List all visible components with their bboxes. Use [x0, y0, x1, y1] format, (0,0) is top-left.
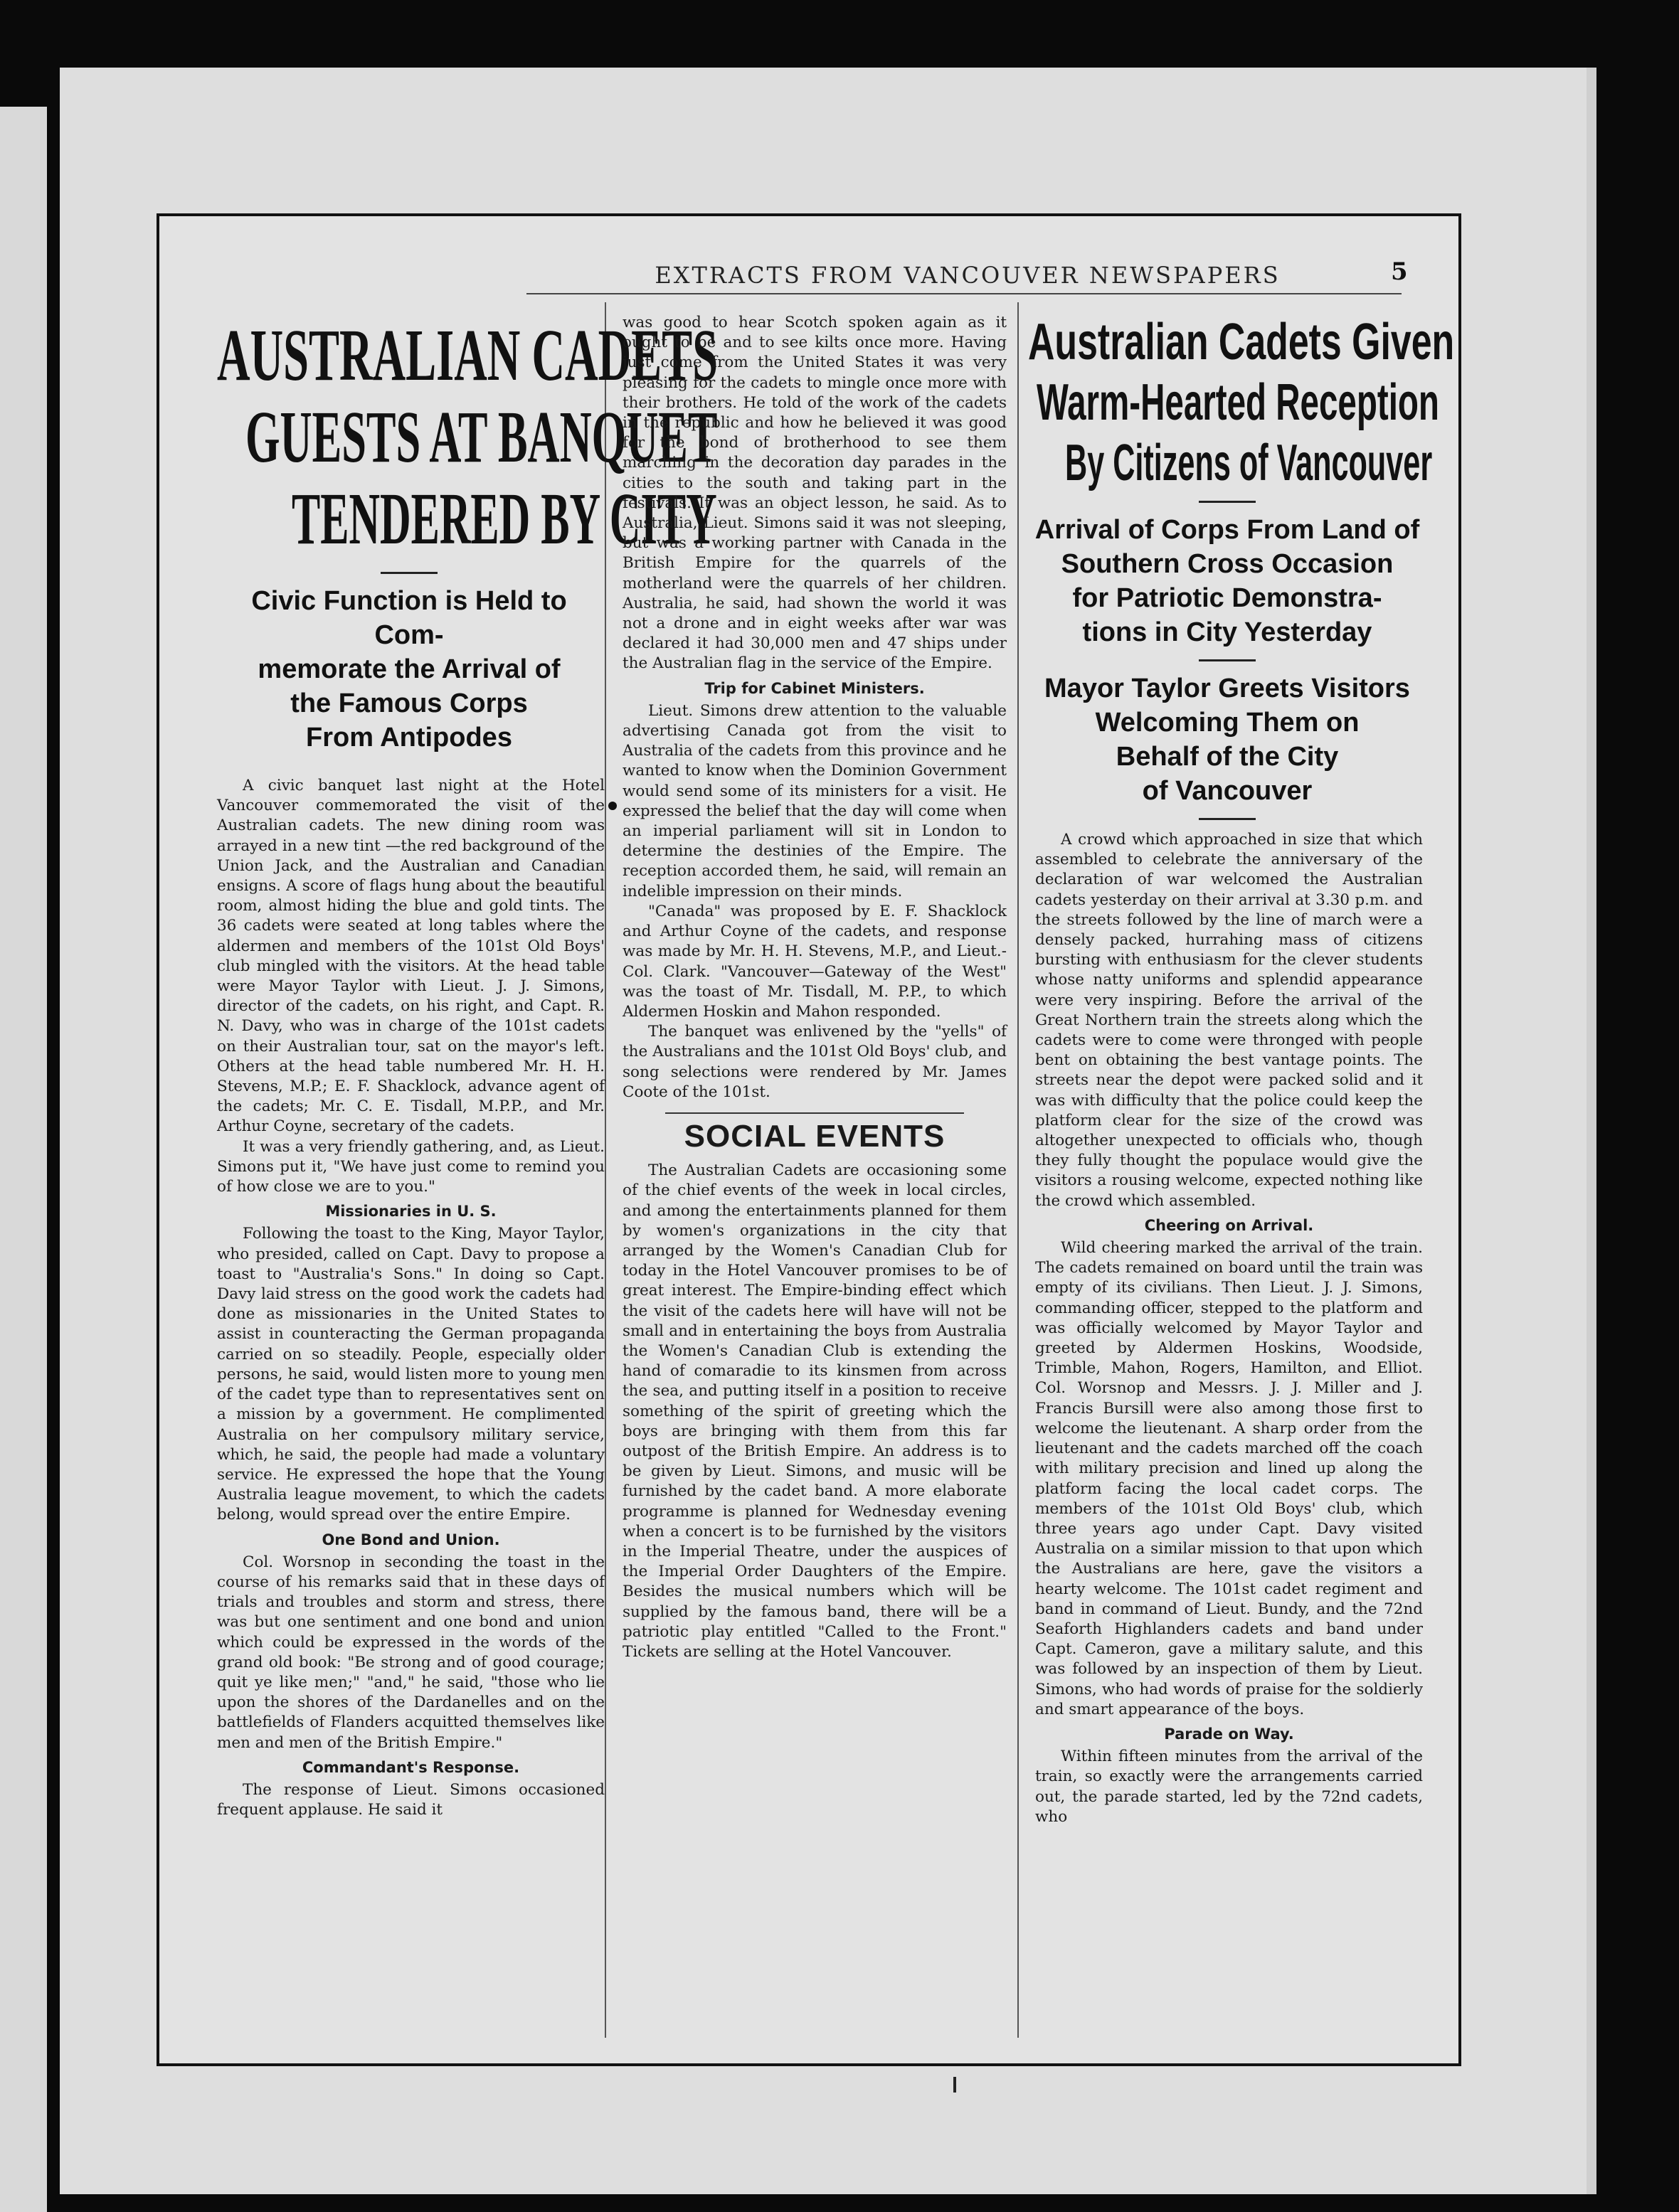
article-body-middle — [619, 313, 1010, 1662]
headline-left — [206, 313, 719, 562]
paragraph: Col. Worsnop in seconding the toast in the course of his remarks said that in these days of trials and troubles and storm and stress, there was but one sentiment and one bond and union which could be expressed in the words of the grand old book: "Be strong and of good courage; quit ye like men;" "and," he said, "those who lie upon the shores of the Dardanelles and on the battlefields of Flanders acquitted themselves like men and men of the British Empire." — [217, 1553, 605, 1752]
headline-left-line-3: TENDERED BY CITY — [292, 478, 717, 560]
subheading: Trip for Cabinet Ministers. — [704, 679, 925, 697]
deck-left-line-3: the Famous Corps — [290, 688, 528, 718]
social-events-heading: SOCIAL EVENTS — [684, 1118, 946, 1154]
paragraph: Wild cheering marked the arrival of the train. The cadets remained on board until the train was empty of its civilians. Then Lieut. J. J. Simons, commanding officer, stepped to the platform and was officially welcomed by Mayor Taylor and greeted by Aldermen Hoskins, Woodside, Trimble, Mahon, Rogers, Hamilton, and Elliot. Col. Worsnop and Messrs. J. J. Miller and J. Francis Bursill were also among those first to welcome the lieutenant. A sharp order from the lieutenant and the cadets marched off the coach with military precision and lined up along the platform facing the local cadet corps. The members of the 101st Old Boys' club, which three years ago under Capt. Davy visited Australia on a similar mission to that upon which the Australians are here, gave the visitors a hearty welcome. The 101st cadet regiment and band in command of Lieut. Bundy, and the 72nd Seaforth Highlanders cadets and band under Capt. Cameron, gave a military salute, and this was followed by an inspection of them by Lieut. Simons, who had words of praise for the soldierly and smart appearance of the boys. — [1035, 1239, 1423, 1718]
subheading: Commandant's Response. — [302, 1758, 520, 1776]
article-body-right — [1028, 830, 1426, 1827]
column-middle — [619, 313, 1010, 1662]
paragraph: A civic banquet last night at the Hotel Vancouver commemorated the visit of the Australian cadets. The new dining room was arrayed in a new tint —the red background of the Union Jack, and the Australian and Canadian ensigns. A score of flags hung about the beautiful room, almost hiding the blue and gold tints. The 36 cadets were seated at long tables where the aldermen and members of the 101st Old Boys' club mingled with the visitors. At the head table were Mayor Taylor with Lieut. J. J. Simons, director of the cadets, on his right, and Capt. R. N. Davy, who was in charge of the 101st cadets on their Australian tour, sat on the mayor's left. Others at the head table numbered Mr. H. H. Stevens, M.P.; E. F. Shacklock, advance agent of the cadets; Mr. C. E. Tisdall, M.P.P., and Mr. Arthur Coyne, secretary of the cadets. — [217, 777, 605, 1136]
deck-left-line-4: From Antipodes — [306, 723, 512, 753]
headline-right-line-1: Australian Cadets Given — [1028, 314, 1455, 371]
paragraph: The Australian Cadets are occasioning some of the chief events of the week in local circles, and among the entertainments planned for them by women's organizations in the city that arranged by the Women's Canadian Club for today in the Hotel Vancouver promises to be of great interest. The Empire-binding effect which the visit of the cadets here will have will not be small and in entertaining the boys from Australia the Women's Canadian Club is extending the hand of comaradie to its kinsmen from across the sea, and putting itself in a position to receive something of the spirit of greeting which the boys are bringing with them from this far outpost of the British Empire. An address is to be given by Lieut. Simons, and music will be furnished by the cadet band. A more elaborate programme is planned for Wednesday evening when a concert is to be furnished by the visitors in the Imperial Theatre, under the auspices of the Imperial Order Daughters of the Empire. Besides the musical numbers which will be supplied by the famous band, there will be a patriotic play entitled "Called to the Front." Tickets are selling at the Hotel Vancouver. — [623, 1161, 1007, 1661]
deck-right-line-7: Behalf of the City — [1116, 742, 1339, 772]
deck-right-line-3: for Patriotic Demonstra- — [1072, 583, 1382, 613]
paragraph: was good to hear Scotch spoken again as it ought to be and to see kilts once more. Having just come from the United States it was very pleasing for the cadets to mingle once more with their brothers. He told of the work of the cadets in the republic and how he believed it was good for the bond of brotherhood to see them marching in the decoration day parades in the cities to the south and taking part in the festivals. It was an object lesson, he said. As to Australia, Lieut. Simons said it was not sleeping, but was a working partner with Canada in the British Empire for the quarrels of the motherland were the quarrels of her children. Australia, he said, had shown the world it was not a drone and in eight weeks after war was declared it had 30,000 men and 47 ships under the Australian flag in the service of the Empire. — [623, 314, 1007, 673]
headline-right — [1028, 313, 1455, 491]
deck-right-line-5: Mayor Taylor Greets Visitors — [1044, 674, 1410, 703]
deck-left-line-1: Civic Function is Held to Com- — [251, 586, 567, 650]
deck-rule — [1199, 659, 1256, 661]
subheading: One Bond and Union. — [322, 1531, 500, 1548]
deck-rule — [1199, 818, 1256, 820]
page-number: 5 — [1391, 257, 1408, 286]
paragraph: A crowd which approached in size that which assembled to celebrate the anniversary of the declaration of war welcomed the Australian cadets yesterday on their arrival at 3.30 p.m. and the streets followed by the line of march were a densely packed, hurrahing mass of citizens bursting with enthusiasm for the clever students whose natty uniforms and splendid appearance were very inspiring. Before the arrival of the Great Northern train the streets along which the cadets were to come were thronged with people bent on obtaining the best vantage points. The streets near the depot were packed solid and it was with difficulty that the police could keep the platform clear for the size of the crowd was altogether unexpected to officials who, though they fully thought the populace would give the visitors a rousing welcome, expected nothing like the crowd which assembled. — [1035, 831, 1423, 1210]
article-body-left — [206, 776, 612, 1820]
headline-left-line-2: GUESTS AT BANQUET — [245, 396, 718, 478]
column-left — [206, 313, 719, 1820]
running-head: EXTRACTS FROM VANCOUVER NEWSPAPERS — [655, 262, 1281, 289]
deck-right-line-2: Southern Cross Occasion — [1061, 549, 1394, 579]
subheading: Parade on Way. — [1164, 1725, 1294, 1743]
deck-left-line-2: memorate the Arrival of — [258, 654, 561, 684]
subheading: Missionaries in U. S. — [325, 1203, 497, 1221]
headline-rule — [381, 572, 438, 574]
section-separator — [665, 1112, 964, 1114]
deck-right-line-1: Arrival of Corps From Land of — [1034, 515, 1420, 545]
column-rule-2 — [1017, 302, 1019, 2038]
margin-mark — [953, 2077, 956, 2093]
deck-right-2 — [1028, 671, 1426, 808]
paragraph: It was a very friendly gathering, and, as Lieut. Simons put it, "We have just come to remind you of how close we are to you." — [217, 1137, 605, 1196]
headline-right-line-2: Warm-Hearted Reception — [1037, 374, 1439, 431]
deck-right-line-4: tions in City Yesterday — [1082, 617, 1372, 647]
headline-right-line-3: By Citizens of Vancouver — [1065, 435, 1433, 491]
deck-left — [221, 584, 598, 755]
paragraph: The banquet was enlivened by the "yells" of the Australians and the 101st Old Boys' club, and song selections were rendered by Mr. James Coote of the 101st. — [623, 1023, 1007, 1101]
running-head-rule — [526, 293, 1402, 294]
headline-left-line-1: AUSTRALIAN CADETS — [217, 314, 719, 396]
paragraph: The response of Lieut. Simons occasioned frequent applause. He said it — [217, 1780, 605, 1819]
previous-page-edge — [0, 107, 47, 2212]
paragraph: Lieut. Simons drew attention to the valuable advertising Canada got from the visit to Australia of the cadets from this province and he wanted to know when the Dominion Government would send some of its ministers for a visit. He expressed the belief that the day will come when an imperial parliament will sit in London to determine the destinies of the Empire. The reception accorded them, he said, will remain an indelible impression on their minds. — [623, 701, 1007, 900]
column-right — [1028, 313, 1455, 1827]
deck-right-1 — [1028, 513, 1426, 649]
paragraph: Within fifteen minutes from the arrival of the train, so exactly were the arrangements carried out, the parade started, led by the 72nd cadets, who — [1035, 1748, 1423, 1826]
deck-right-line-6: Welcoming Them on — [1095, 708, 1360, 738]
deck-right-line-8: of Vancouver — [1142, 776, 1313, 806]
paragraph: Following the toast to the King, Mayor Taylor, who presided, called on Capt. Davy to propose a toast to "Australia's Sons." In doing so Capt. Davy laid stress on the good work the cadets had done as missionaries in the United States to assist in counteracting the German propaganda carried on so steadily. People, especially older persons, he said, would listen more to young men of the cadet type than to representatives sent on a mission by a government. He complimented Australia on her compulsory military service, which, he said, the people had made a voluntary service. He expressed the hope that the Young Australia league movement, to which the cadets belong, would spread over the entire Empire. — [217, 1225, 605, 1524]
subheading: Cheering on Arrival. — [1144, 1216, 1314, 1234]
paragraph: "Canada" was proposed by E. F. Shacklock and Arthur Coyne of the cadets, and response was made by Mr. H. H. Stevens, M.P., and Lieut.-Col. Clark. "Vancouver—Gateway of the West" was the toast of Mr. Tisdall, M. P.P., to which Aldermen Hoskin and Mahon responded. — [623, 902, 1007, 1021]
headline-rule — [1199, 501, 1256, 503]
